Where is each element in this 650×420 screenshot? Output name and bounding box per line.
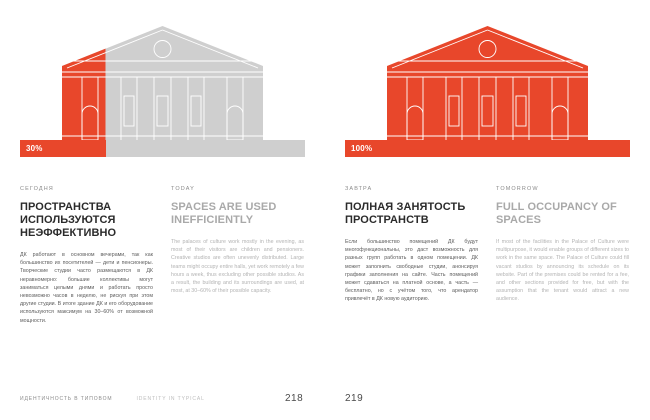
footer-en: IDENTITY IN TYPICAL xyxy=(136,396,205,402)
headline-ru-tomorrow: ПОЛНАЯ ЗАНЯТОСТЬ ПРОСТРАНСТВ xyxy=(345,201,466,226)
headline-en-tomorrow: FULL OCCUPANCY OF SPACES xyxy=(496,201,617,226)
folio-left: 218 xyxy=(285,393,304,404)
kicker-ru-tomorrow: ЗАВТРА xyxy=(345,186,373,192)
column-en-today xyxy=(171,186,304,325)
folio-right: 219 xyxy=(345,393,364,404)
text-block-tomorrow xyxy=(345,186,630,304)
occupancy-bar-today xyxy=(20,140,305,157)
bar-label-today: 30% xyxy=(26,144,43,153)
column-en-tomorrow xyxy=(496,186,629,304)
occupancy-bar-tomorrow xyxy=(345,140,630,157)
kicker-ru-today: СЕГОДНЯ xyxy=(20,186,54,192)
footer-ru: ИДЕНТИЧНОСТЬ В ТИПОВОМ xyxy=(20,396,113,402)
footer-left xyxy=(20,396,305,402)
kicker-en-tomorrow: TOMORROW xyxy=(496,186,539,192)
body-ru-today: ДК работают в основном вечерами, так как большинство их посетителей — дети и пенсионеры. Творческие студии часто размещаются в ДК неравномерно: большие коллективы могут заниматься целыми днями и работать просто невозможно часов в неделю, не рискуя при этом другие студии. В итоге здание ДК и его оборудование используются максимум на 30–60% от возможной мощности. xyxy=(20,252,153,324)
body-en-tomorrow: If most of the facilities in the Palace of Culture were multipurpose, it would enable groups of different sizes to work in the same space. The Palace of Culture could fill vacant studios by announcing its schedule on its website. Part of the premises could be rented for a fee, and other sections provided for free, but with the assumption that the tenant would attract a new audience. xyxy=(496,239,629,303)
column-ru-today xyxy=(20,186,153,325)
column-ru-tomorrow xyxy=(345,186,478,304)
kicker-en-today: TODAY xyxy=(171,186,195,192)
body-ru-tomorrow: Если большинство помещений ДК будут многофункциональны, это даст возможность для разных групп работать в одном помещении. ДК может заполнить свободные студии, анонсируя графики заполнения на сайте. Часть помещений может сдаваться на платной основе, а часть — бесплатно, но с учётом того, что арендатор привлечёт в ДК новую аудиторию. xyxy=(345,239,478,303)
bar-label-tomorrow: 100% xyxy=(351,144,373,153)
right-page xyxy=(325,0,650,420)
text-block-today xyxy=(20,186,305,325)
body-en-today: The palaces of culture work mostly in the evening, as most of their visitors are children and pensioners. Creative studios are often unevenly distributed. Large teams might occupy entire halls, yet work remotely a few hours a week, thus excluding other possible studios. As a result, the building and its surroundings are used, at most, at 30–60% of their possible capacity. xyxy=(171,239,304,295)
bar-fill xyxy=(345,140,630,157)
headline-en-today: SPACES ARE USED INEFFICIENTLY xyxy=(171,201,277,226)
headline-ru-today: ПРОСТРАНСТВА ИСПОЛЬЗУЮТСЯ НЕЭФФЕКТИВНО xyxy=(20,201,117,239)
